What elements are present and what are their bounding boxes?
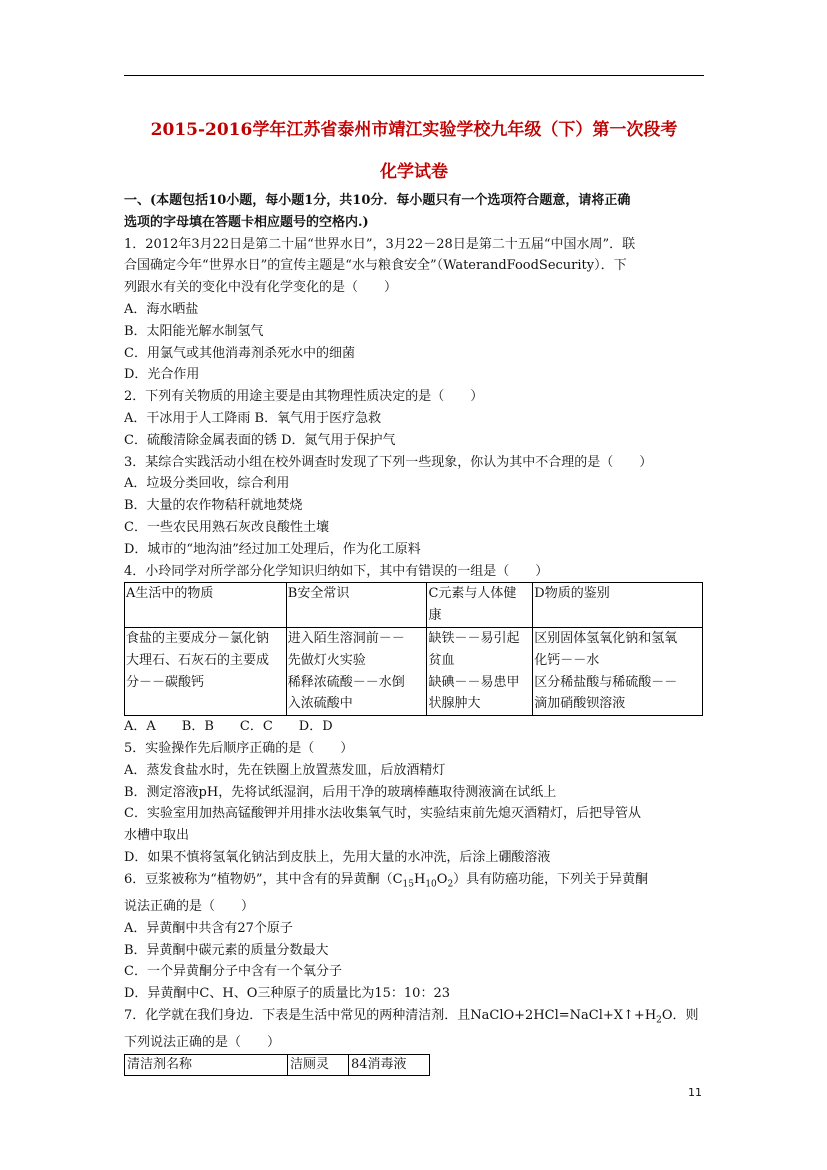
q1-option-c: C．用氯气或其他消毒剂杀死水中的细菌 [124,345,355,361]
table-row [125,627,703,715]
q5-option-c: C．实验室用加热高锰酸钾并用排水法收集氧气时，实验结束前先熄灭酒精灯，后把导管从 [124,806,641,822]
q6-option-a: A．异黄酮中共含有27个原子 [124,920,293,936]
table-header-cell-b: B安全常识 [286,583,427,628]
section-heading-line1: 一、(本题包括10小题，每小题1分，共10分．每小题只有一个选项符合题意，请将正确 [124,193,631,208]
q5-option-b: B．测定溶液pH，先将试纸湿润，后用干净的玻璃棒蘸取待测液滴在试纸上 [124,784,557,800]
q4-options: A．A B．B C．C D．D [124,719,333,735]
q3-option-b: B．大量的农作物秸秆就地焚烧 [124,498,303,514]
q1-option-a: A．海水晒盐 [124,301,199,317]
table-header-cell-d: D物质的鉴别 [533,583,703,628]
table-cell-product-2: 84消毒液 [349,1055,430,1076]
q4-stem: 4．小玲同学对所学部分化学知识归纳如下，其中有错误的一组是（ ） [124,563,549,579]
q3-option-a: A．垃圾分类回收，综合利用 [124,476,290,492]
q3-option-c: C．一些农民用熟石灰改良酸性土壤 [124,519,329,535]
exam-title-line1: 2015-2016学年江苏省泰州市靖江实验学校九年级（下）第一次段考 [150,120,678,140]
q1-option-b: B．太阳能光解水制氢气 [124,323,264,339]
q3-stem: 3．某综合实践活动小组在校外调查时发现了下列一些现象，你认为其中不合理的是（ ） [124,454,653,470]
q6-stem-line1: 6．豆浆被称为“植物奶”，其中含有的异黄酮$(C_{15}H_{10}O_2)$具有防癌功能，下列关于异黄酮 [124,871,649,890]
q2-options-cd: C．硫酸清除金属表面的锈 D．氮气用于保护气 [124,432,396,448]
q4-table [124,582,703,716]
table-cell-b: 进入陌生溶洞前－－ 先做灯火实验 稀释浓硫酸－－水倒 入浓硫酸中 [286,627,427,715]
table-cell-c: 缺铁－－易引起 贫血 缺碘－－易患甲 状腺肿大 [427,627,533,715]
table-cell-d: 区别固体氢氧化钠和氢氧 化钙－－水 区分稀盐酸与稀硫酸－－ 滴加硝酸钡溶液 [533,627,703,715]
q2-stem: 2．下列有关物质的用途主要是由其物理性质决定的是（ ） [124,389,484,405]
q5-option-c-cont: 水槽中取出 [124,828,190,844]
q1-stem-line1: 1．2012年3月22日是第二十届“世界水日”，3月22－28日是第二十五届“中国水周”．联 [124,236,636,252]
page-number: 11 [688,1086,702,1099]
q7-stem-line2: 下列说法正确的是（ ） [124,1035,281,1051]
q5-stem: 5．实验操作先后顺序正确的是（ ） [124,740,354,756]
q6-stem-line2: 说法正确的是（ ） [124,899,255,915]
exam-content [124,190,704,1076]
q5-option-d: D．如果不慎将氢氧化钠沾到皮肤上，先用大量的水冲洗，后涂上硼酸溶液 [124,849,551,865]
q6-option-b: B．异黄酮中碳元素的质量分数最大 [124,942,329,958]
section-heading-line2: 选项的字母填在答题卡相应题号的空格内.) [124,214,369,230]
q7-stem-line1: 7．化学就在我们身边．下表是生活中常见的两种清洁剂．且$NaClO+2HCl=NaCl+X↑+H_2O$．则 [124,1008,699,1026]
q3-option-d: D．城市的“地沟油”经过加工处理后，作为化工原料 [124,541,421,557]
table-header-cell-a: A生活中的物质 [125,583,287,628]
q1-option-d: D．光合作用 [124,367,200,383]
table-header-cell-c: C元素与人体健 康 [427,583,533,628]
table-cell-a: 食盐的主要成分－氯化钠 大理石、石灰石的主要成 分－－碳酸钙 [125,627,287,715]
q1-stem-line2: 合国确定今年“世界水日”的宣传主题是“水与粮食安全”（WaterandFoodSecurity）．下 [124,258,627,274]
exam-title-line2: 化学试卷 [380,162,448,182]
table-header-row [125,583,703,628]
q7-table [124,1054,430,1076]
q1-stem-line3: 列跟水有关的变化中没有化学变化的是（ ） [124,280,398,296]
q6-option-c: C．一个异黄酮分子中含有一个氧分子 [124,964,342,980]
table-row [125,1055,430,1076]
q2-options-ab: A．干冰用于人工降雨 B．氧气用于医疗急救 [124,410,382,426]
q5-option-a: A．蒸发食盐水时，先在铁圈上放置蒸发皿，后放酒精灯 [124,762,446,778]
table-cell-name-header: 清洁剂名称 [125,1055,288,1076]
q6-option-d: D．异黄酮中C、H、O三种原子的质量比为15：10：23 [124,986,450,1002]
table-cell-product-1: 洁厕灵 [288,1055,349,1076]
header-rule [124,75,704,76]
